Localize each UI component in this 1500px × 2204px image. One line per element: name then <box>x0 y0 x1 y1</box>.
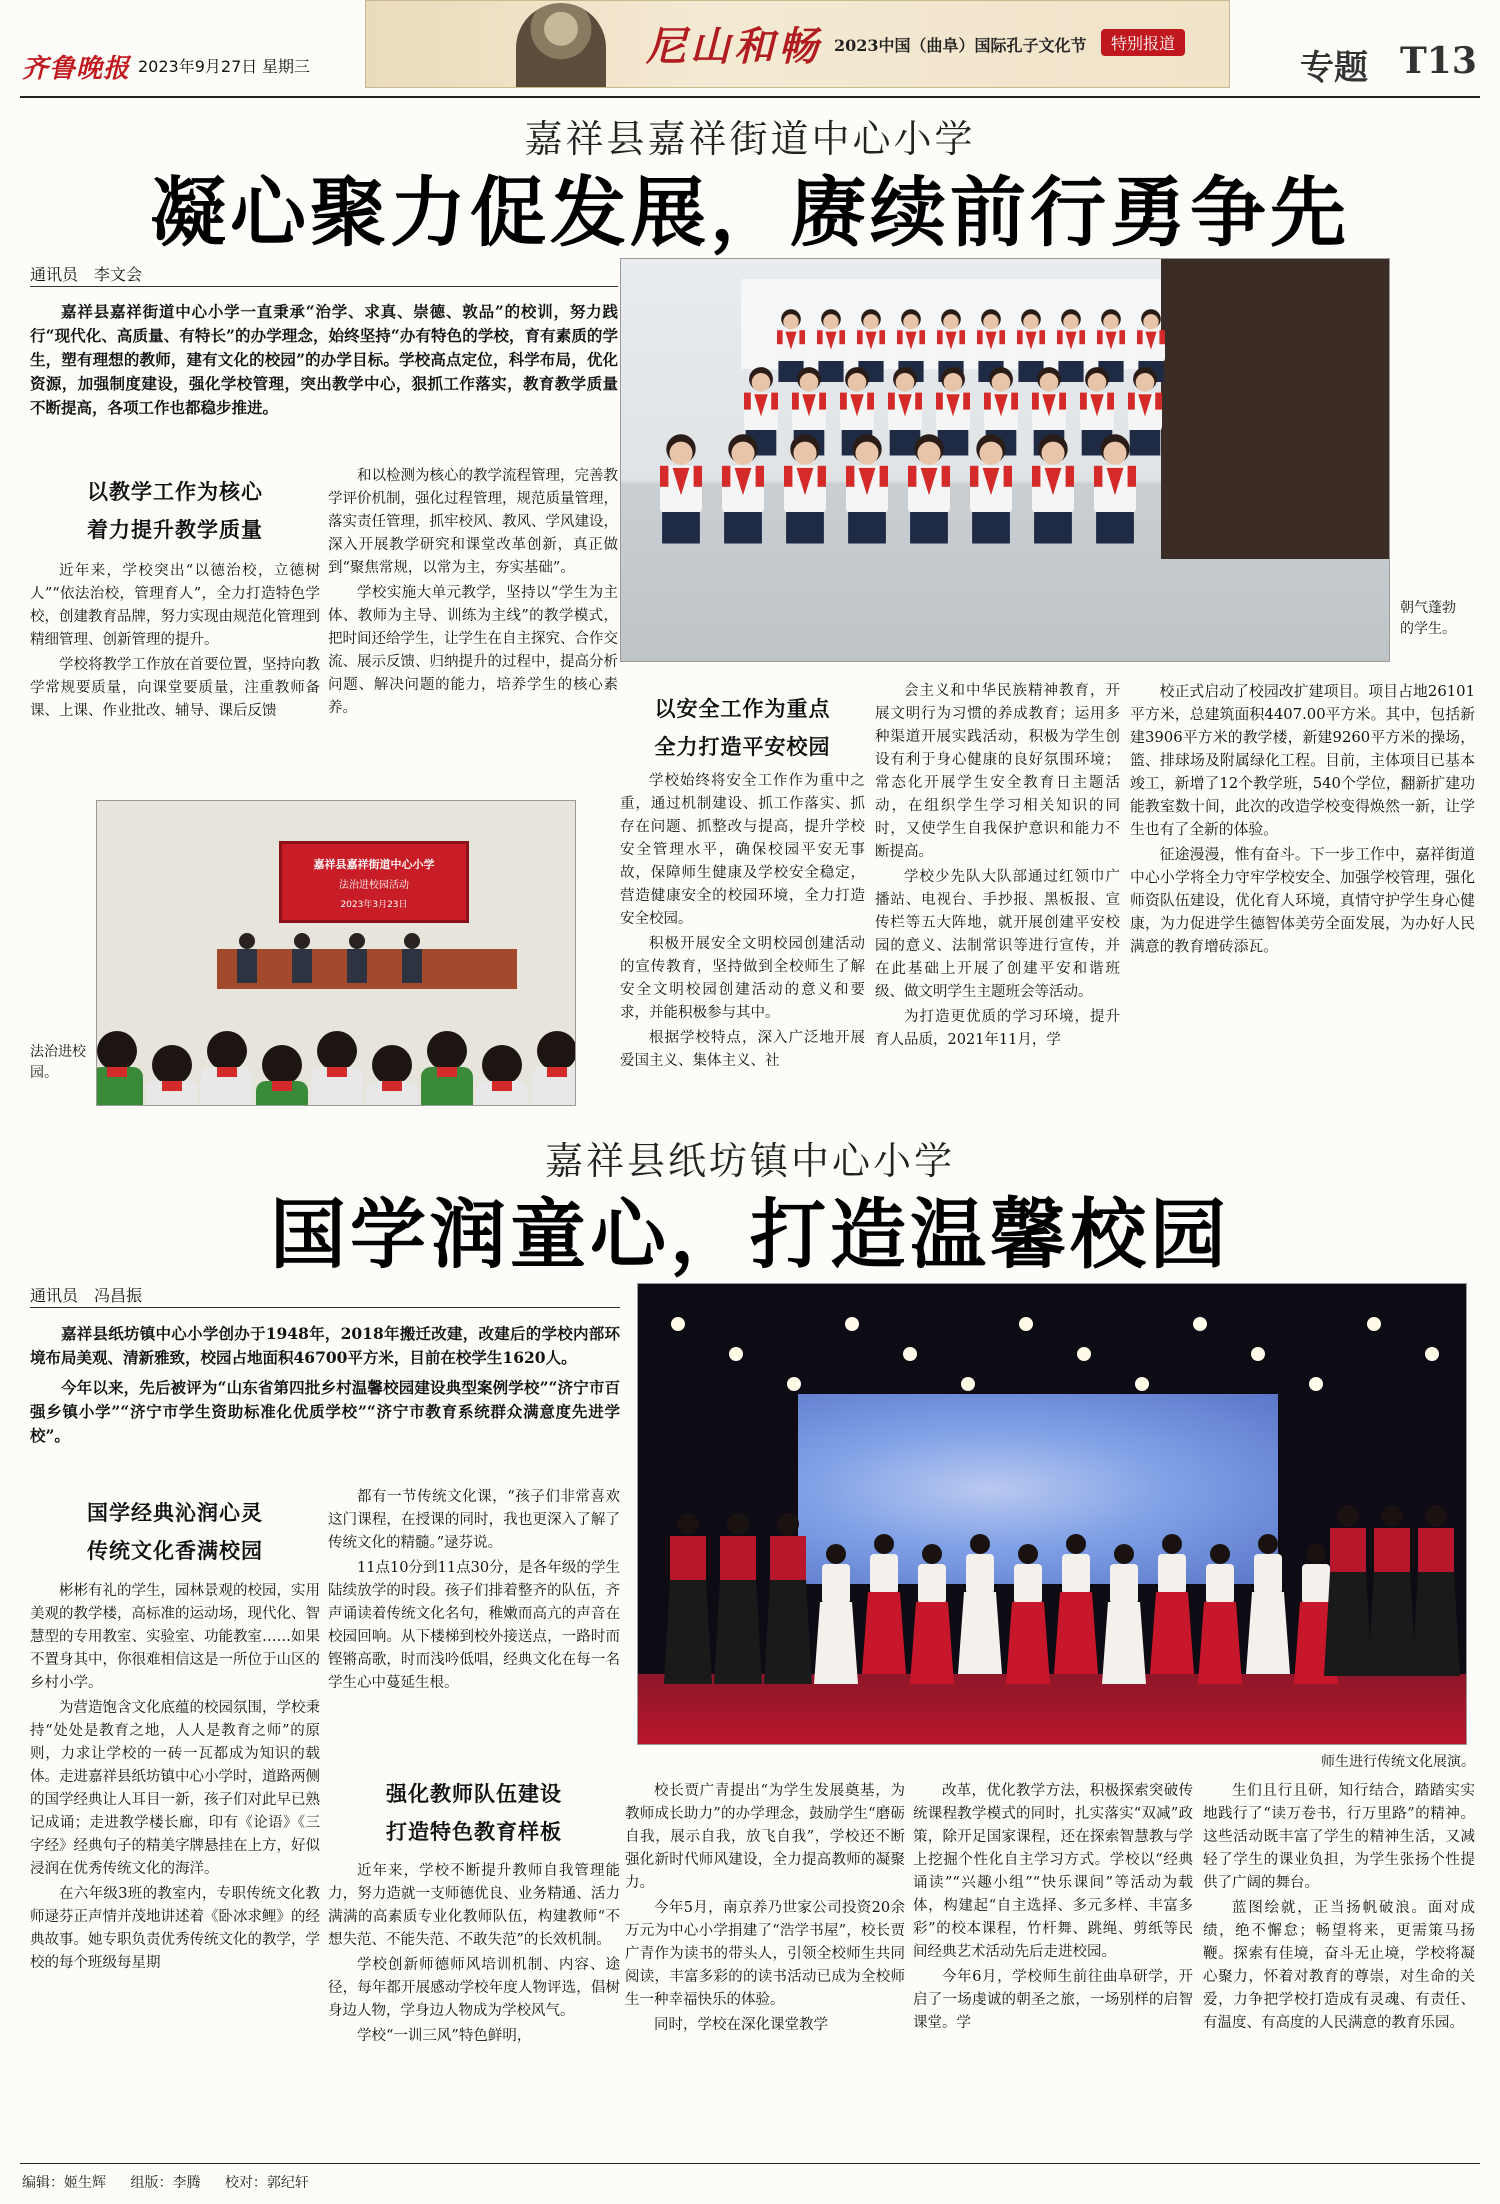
article1-byline-rule <box>30 286 618 287</box>
paragraph: 学校创新师德师风培训机制、内容、途径，每年都开展感动学校年度人物评选，倡树身边人物，学身边人物成为学校风气。 <box>328 1957 620 2019</box>
paragraph: 彬彬有礼的学生，园林景观的校园，实用美观的教学楼，高标准的运动场，现代化、智慧型的专用教室、实验室、功能教室……如果不置身其中，你很难相信这是一所位于山区的乡村小学。 <box>30 1583 320 1691</box>
footer-editor: 编辑：姬生辉 <box>22 2175 106 2191</box>
audience-figure <box>201 1031 253 1106</box>
performer-figure <box>1150 1534 1194 1674</box>
photo-stage-caption: 师生进行传统文化展演。 <box>1321 1754 1475 1770</box>
stage-light <box>1019 1317 1033 1331</box>
paragraph: 嘉祥县纸坊镇中心小学创办于1948年，2018年搬迁改建，改建后的学校内部环境布局美观、清新雅致，校园占地面积46700平方米，目前在校学生1620人。 <box>30 1324 620 1367</box>
issue-weekday: 星期三 <box>262 57 311 76</box>
photo-law-campus <box>96 800 576 1106</box>
masthead <box>0 0 1500 100</box>
audience-figure <box>256 1045 308 1106</box>
audience-figure <box>531 1031 576 1106</box>
student-figure <box>660 434 702 543</box>
article1-subhead1 <box>30 473 320 549</box>
article2-subhead1 <box>30 1494 320 1570</box>
stage-light <box>845 1317 859 1331</box>
subhead-line: 以安全工作为重点 <box>654 696 831 721</box>
teacher-figure <box>714 1513 762 1684</box>
article1-byline: 通讯员 李文会 <box>30 265 143 284</box>
article1-kicker: 嘉祥县嘉祥街道中心小学 <box>524 117 976 161</box>
stage-light <box>729 1347 743 1361</box>
screen-line: 嘉祥县嘉祥街道中心小学 <box>313 858 435 871</box>
article2-kicker: 嘉祥县纸坊镇中心小学 <box>544 1139 955 1183</box>
stage-light <box>1251 1347 1265 1361</box>
performer-figure <box>814 1544 858 1684</box>
stage-light <box>1135 1377 1149 1391</box>
article2-col3 <box>625 1780 905 2037</box>
paragraph: 学校始终将安全工作作为重中之重，通过机制建设、抓工作落实、抓存在问题、抓整改与提高，提升学校安全管理水平，确保校园平安无事故，保障师生健康及学校安全稳定，营造健康安全的校园环境，全力打造安全校园。 <box>620 773 865 927</box>
article2-byline: 通讯员 冯昌振 <box>30 1286 143 1305</box>
footer-credits <box>22 2172 309 2192</box>
paragraph: 今年6月，学校师生前往曲阜研学，开启了一场虔诚的朝圣之旅，一场别样的启智课堂。学 <box>913 1969 1193 2031</box>
audience-illustration <box>97 801 576 1106</box>
paragraph: 为打造更优质的学习环境，提升育人品质，2021年11月，学 <box>875 1009 1120 1048</box>
audience-figure <box>421 1031 473 1106</box>
article1-col3 <box>620 770 865 1073</box>
article2-col4 <box>913 1780 1193 2035</box>
performer-figure <box>1198 1544 1242 1684</box>
paragraph: 校长贾广青提出“为学生发展奠基，为教师成长助力”的办学理念，鼓励学生“磨砺自我，展示自我，放飞自我”，学校还不断强化新时代师风建设，全力提高教师的凝聚力。 <box>625 1783 905 1891</box>
audience-figure <box>366 1045 418 1106</box>
article1-col1 <box>30 560 320 723</box>
stage-light <box>1309 1377 1323 1391</box>
paragraph: 根据学校特点，深入广泛地开展爱国主义、集体主义、社 <box>620 1030 865 1069</box>
photo-law-caption: 法治进校园。 <box>30 1044 86 1081</box>
paragraph: 积极开展安全文明校园创建活动的宣传教育，坚持做到全校师生了解安全文明校园创建活动的意义和要求，并能积极参与其中。 <box>620 936 865 1021</box>
teacher-figure <box>1324 1505 1372 1676</box>
article1-lead: 嘉祥县嘉祥街道中心小学一直秉承“治学、求真、崇德、敦品”的校训，努力践行“现代化、高质量、有特长”的办学理念，始终坚持“办有特色的学校，育有素质的学生，塑有理想的教师，建有文化的校园”的办学目标。学校高点定位，科学布局，优化资源，加强制度建设，强化学校管理，突出教学中心，狠抓工作落实，教育教学质量不断提高，各项工作也都稳步推进。 <box>30 302 618 417</box>
paragraph: 都有一节传统文化课，“孩子们非常喜欢这门课程，在授课的同时，我也更深入了解了传统文化的精髓。”逯芬说。 <box>328 1489 620 1551</box>
footer-rule <box>20 2163 1480 2164</box>
photo-stage-performance <box>637 1283 1467 1745</box>
article2-col2b <box>328 1860 620 2048</box>
issue-date: 2023年9月27日 <box>138 57 258 76</box>
article2-byline-rule <box>30 1307 620 1308</box>
footer-layout: 组版：李腾 <box>130 2175 201 2191</box>
screen-line: 法治进校园活动 <box>339 880 409 891</box>
subhead-line: 以教学工作为核心 <box>87 479 263 504</box>
audience-figure <box>146 1045 198 1106</box>
subhead-line: 全力打造平安校园 <box>654 734 831 759</box>
article2-subhead2 <box>328 1775 620 1851</box>
paragraph: 和以检测为核心的教学流程管理，完善教学评价机制，强化过程管理，规范质量管理，落实责任管理，抓牢校风、教风、学风建设，深入开展教学研究和课堂改革创新，真正做到“聚焦常规，以常为主，夯实基础”。 <box>328 468 618 576</box>
subhead-line: 国学经典沁润心灵 <box>87 1500 263 1525</box>
page-number: T13 <box>1400 40 1477 82</box>
paragraph: 11点10分到11点30分，是各年级的学生陆续放学的时段。孩子们排着整齐的队伍，齐声诵读着传统文化名句，稚嫩而高亢的声音在校园回响。从下楼梯到校外接送点，一路时而铿锵高歌，时而浅吟低唱，经典文化在每一名学生心中蔓延生根。 <box>328 1560 620 1691</box>
subhead-line: 打造特色教育样板 <box>386 1819 562 1844</box>
article1-col5 <box>1130 680 1475 958</box>
stage-light <box>1077 1347 1091 1361</box>
subhead-line: 强化教师队伍建设 <box>386 1781 562 1806</box>
paragraph: 学校“一训三风”特色鲜明， <box>357 2028 532 2044</box>
audience-figure <box>97 1031 143 1106</box>
teacher-figure <box>1368 1505 1416 1676</box>
section-label: 专题 <box>1300 48 1368 88</box>
performer-figure <box>1246 1534 1290 1674</box>
official-figure <box>402 933 422 983</box>
photo-students-caption: 朝气蓬勃的学生。 <box>1400 600 1456 637</box>
official-figure <box>347 933 367 983</box>
banner-tag: 特别报道 <box>1101 29 1185 56</box>
performer-figure <box>1102 1544 1146 1684</box>
stage-light <box>961 1377 975 1391</box>
stage-light <box>671 1317 685 1331</box>
paragraph: 今年以来，先后被评为“山东省第四批乡村温馨校园建设典型案例学校”“济宁市百强乡镇小学”“济宁市学生资助标准化优质学校”“济宁市教育系统群众满意度先进学校”。 <box>30 1378 620 1445</box>
paragraph: 近年来，学校突出“以德治校，立德树人”“依法治校，管理育人”，全力打造特色学校，创建教育品牌，努力实现由规范化管理到精细管理、创新管理的提升。 <box>30 563 320 648</box>
paragraph: 生们且行且研，知行结合，踏踏实实地践行了“读万卷书，行万里路”的精神。这些活动既丰富了学生的精神生活，又减轻了学生的课业负担，为学生张扬个性提供了广阔的舞台。 <box>1203 1783 1475 1891</box>
paragraph: 今年5月，南京养乃世家公司投资20余万元为中心小学捐建了“浩学书屋”，校长贾广青作为读书的带头人，引领全校师生共同阅读，丰富多彩的的读书活动已成为全校师生一种幸福快乐的体验。 <box>625 1900 905 2008</box>
masthead-rule <box>20 96 1480 98</box>
teacher-figure <box>1412 1505 1460 1676</box>
festival-banner <box>365 0 1230 88</box>
banner-subtitle: 2023中国（曲阜）国际孔子文化节 <box>834 36 1087 55</box>
paragraph: 学校实施大单元教学，坚持以“学生为主体、教师为主导、训练为主线”的教学模式，把时间还给学生，让学生在自主探究、合作交流、展示反馈、归纳提升的过程中，提高分析问题、解决问题的能力，培养学生的核心素养。 <box>328 585 618 716</box>
article1-col4 <box>875 680 1120 1052</box>
paragraph: 学校将教学工作放在首要位置，坚持向教学常规要质量，向课堂要质量，注重教师备课、上课、作业批改、辅导、课后反馈 <box>30 657 320 719</box>
article2-lead <box>30 1322 620 1448</box>
article1-headline: 凝心聚力促发展，赓续前行勇争先 <box>150 168 1350 257</box>
paragraph: 近年来，学校不断提升教师自我管理能力，努力造就一支师德优良、业务精通、活力满满的高素质专业化教师队伍，构建教师“不想失范、不能失范、不敢失范”的长效机制。 <box>328 1863 620 1948</box>
stage-light <box>1425 1347 1439 1361</box>
audience-figure <box>311 1031 363 1106</box>
article1-col2 <box>328 465 618 720</box>
performers-illustration <box>638 1284 1467 1745</box>
official-figure <box>237 933 257 983</box>
performer-figure <box>862 1534 906 1674</box>
article2-col5 <box>1203 1780 1475 2035</box>
students-illustration <box>621 259 1390 662</box>
paragraph: 在六年级3班的教室内，专职传统文化教师逯芬正声情并茂地讲述着《卧冰求鲤》的经典故事。她专职负责优秀传统文化的教学，学校的每个班级每星期 <box>30 1886 320 1971</box>
article1-subhead2 <box>620 690 865 766</box>
subhead-line: 传统文化香满校园 <box>87 1538 263 1563</box>
screen-line: 2023年3月23日 <box>340 900 408 910</box>
paragraph: 学校少先队大队部通过红领巾广播站、电视台、手抄报、黑板报、宣传栏等五大阵地，就开展创建平安校园的意义、法制常识等进行宣传，并在此基础上开展了创建平安和谐班级、做文明学生主题班会等活动。 <box>875 869 1120 1000</box>
paragraph: 校正式启动了校园改扩建项目。项目占地26101平方米，总建筑面积4407.00平方米。其中，包括新建3906平方米的教学楼，新建9260平方米的操场，篮、排球场及附属绿化工程。目前，主体项目已基本竣工，新增了12个教学班，540个学位，翻新扩建功能教室数十间，此次的改造学校变得焕然一新，让学生也有了全新的体验。 <box>1130 683 1475 838</box>
teacher-figure <box>664 1513 712 1684</box>
confucius-portrait <box>516 3 606 88</box>
article2-headline: 国学润童心，打造温馨校园 <box>270 1190 1230 1279</box>
stage-light <box>903 1347 917 1361</box>
performer-figure <box>958 1534 1002 1674</box>
paragraph: 蓝图绘就，正当扬帆破浪。面对成绩，绝不懈怠；畅望将来，更需策马扬鞭。探索有佳境，奋斗无止境，学校将凝心聚力，怀着对教育的尊崇，对生命的关爱，力争把学校打造成有灵魂、有责任、有温度、有高度的人民满意的教育乐园。 <box>1203 1900 1475 2031</box>
stage-light <box>1193 1317 1207 1331</box>
stage-light <box>787 1377 801 1391</box>
paragraph: 会主义和中华民族精神教育，开展文明行为习惯的养成教育；运用多种渠道开展实践活动，积极为学生创设有利于身心健康的良好氛围环境；常态化开展学生安全教育日主题活动，在组织学生学习相关知识的同时，又使学生自我保护意识和能力不断提高。 <box>875 683 1120 860</box>
footer-proof: 校对：郭纪轩 <box>224 2175 309 2191</box>
paragraph: 征途漫漫，惟有奋斗。下一步工作中，嘉祥街道中心小学将全力守牢学校安全、加强学校管理，强化师资队伍建设，优化育人环境，真情守护学生身心健康，为力促进学生德智体美劳全面发展，为办好人民满意的教育增砖添瓦。 <box>1130 846 1475 955</box>
article2-col2 <box>328 1486 620 1695</box>
performer-figure <box>1006 1544 1050 1684</box>
photo-students <box>620 258 1390 662</box>
paragraph: 改革，优化教学方法，积极探索突破传统课程教学模式的同时，扎实落实“双减”政策，除开足国家课程，还在探索智慧教与学上挖掘个性化自主学习方式。学校以“经典诵读”“兴趣小组”“快乐课间”等活动为载体，构建起“自主选择、多元多样、丰富多彩”的校本课程，竹杆舞、跳绳、剪纸等民间经典艺术活动先后走进校园。 <box>913 1783 1193 1960</box>
paragraph: 为营造饱含文化底蕴的校园氛围，学校秉持“处处是教育之地，人人是教育之师”的原则，力求让学校的一砖一瓦都成为知识的载体。走进嘉祥县纸坊镇中心小学时，道路两侧的国学经典让人耳目一新，孩子们对此早已熟记成诵；走进教学楼长廊，印有《论语》《三字经》经典句子的精美字牌悬挂在上方，好似浸润在优秀传统文化的海洋。 <box>30 1700 320 1877</box>
performer-figure <box>910 1544 954 1684</box>
performer-figure <box>1054 1534 1098 1674</box>
paragraph: 同时，学校在深化课堂教学 <box>654 2017 828 2033</box>
audience-figure <box>476 1045 528 1106</box>
stage-light <box>1367 1317 1381 1331</box>
article2-col1 <box>30 1580 320 1975</box>
banner-title: 尼山和畅 <box>646 23 822 70</box>
official-figure <box>292 933 312 983</box>
subhead-line: 着力提升教学质量 <box>87 517 263 542</box>
paper-logo: 齐鲁晚报 <box>22 54 131 84</box>
teacher-figure <box>764 1513 812 1684</box>
